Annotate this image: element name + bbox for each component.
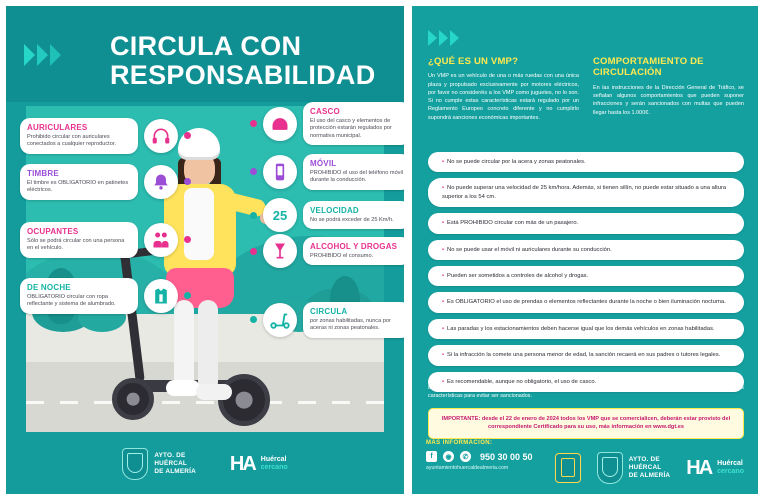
- list-item: [428, 266, 744, 286]
- callout-ocupantes: [20, 222, 191, 258]
- headphones-icon: [144, 119, 178, 153]
- helmet-icon: [263, 107, 297, 141]
- callout-circula: [250, 302, 404, 338]
- rules-list: [428, 152, 744, 392]
- ayto-line3: DE ALMERÍA: [628, 472, 671, 480]
- ayuntamiento-logo: [122, 448, 196, 480]
- ayuntamiento-label: [154, 452, 196, 477]
- callout-text-card: [303, 102, 404, 145]
- brand-line2: cercano: [260, 464, 288, 471]
- instagram-icon[interactable]: ◉: [443, 451, 454, 462]
- brand-monogram: HA: [229, 452, 255, 475]
- callout-body: Prohibido circular con auriculares conectados a cualquier reproductor.: [27, 134, 116, 148]
- chevron-right-icon: [428, 30, 437, 46]
- intro-columns: [428, 56, 744, 122]
- callout-alcohol-drogas: [250, 234, 404, 268]
- list-item: [428, 213, 744, 233]
- list-item-text: No se puede circular por la acera y zonas peatonales.: [447, 159, 586, 165]
- connector-dot: [250, 248, 257, 255]
- right-poster-panel: [412, 6, 758, 494]
- bullet-marker: •: [442, 159, 445, 165]
- mas-informacion-label: MÁS INFORMACIÓN:: [426, 440, 493, 446]
- night-vest-icon: [144, 279, 178, 313]
- brand-line1: Huércal: [717, 459, 743, 467]
- list-item: [428, 178, 744, 207]
- brand-line1: Huércal: [260, 455, 287, 463]
- no-alcohol-icon: [263, 234, 297, 268]
- chevron-right-icon: [37, 44, 48, 66]
- callout-title: CASCO: [310, 107, 340, 116]
- connector-dot: [184, 132, 191, 139]
- ayto-line1: AYTO. DE: [628, 455, 660, 463]
- callout-body: No se podrá exceder de 25 Km/h.: [310, 216, 394, 223]
- poster-title-line1: CIRCULA CON: [110, 31, 302, 61]
- behaviour-heading: [593, 56, 744, 79]
- callout-casco: [250, 102, 404, 145]
- ayto-line1: AYTO. DE: [154, 451, 186, 459]
- phone-icon: ✆: [460, 451, 471, 462]
- connector-dot: [184, 236, 191, 243]
- list-item-text: No puede superar una velocidad de 25 km/hora. Además, si tienen sillín, no puede estar situado a una altura superior a los 54 cm.: [442, 185, 727, 200]
- callout-title: MÓVIL: [310, 159, 337, 168]
- bullet-marker: •: [442, 325, 445, 332]
- bullet-marker: •: [442, 352, 445, 359]
- callout-body: Sólo se podrá circular con una persona en el vehículo.: [27, 238, 125, 252]
- callout-text-card: [20, 222, 138, 258]
- bullet-marker: •: [442, 185, 445, 192]
- poster-title-line2: RESPONSABILIDAD: [110, 60, 376, 91]
- speed-limit-value: 25: [272, 207, 288, 223]
- chevron-right-icon: [439, 30, 448, 46]
- footer-logos: [555, 452, 744, 484]
- phone-number[interactable]: 950 30 00 50: [480, 451, 533, 462]
- vmp-definition-column: [428, 56, 579, 122]
- callout-de-noche: [20, 278, 191, 314]
- chevron-right-icon: [24, 44, 35, 66]
- right-footer: [412, 432, 758, 494]
- callout-timbre: [20, 164, 191, 200]
- callout-title: OCUPANTES: [27, 227, 79, 236]
- bullet-marker: •: [442, 220, 445, 227]
- brand-label: [261, 456, 288, 473]
- behaviour-column: [593, 56, 744, 122]
- brand-monogram: HA: [686, 456, 712, 479]
- website-link[interactable]: ayuntamientohuercaldealmeria.com: [426, 465, 509, 471]
- ayuntamiento-logo: [597, 452, 671, 484]
- callout-title: ALCOHOL Y DROGAS: [310, 241, 398, 251]
- huercal-cercano-logo: [230, 453, 288, 476]
- list-item-text: No se puede usar el móvil ni auriculares durante su conducción.: [447, 246, 612, 253]
- facebook-icon[interactable]: f: [426, 451, 437, 462]
- scooter-icon: [263, 303, 297, 337]
- connector-dot: [184, 178, 191, 185]
- connector-dot: [250, 120, 257, 127]
- bullet-marker: •: [442, 378, 445, 385]
- mobile-phone-icon: [263, 155, 297, 189]
- callout-title: TIMBRE: [27, 169, 59, 178]
- callout-body: El uso del casco y elementos de protección estarán regulados por normativa municipal.: [310, 118, 392, 139]
- huercal-cercano-logo: [686, 457, 744, 480]
- callout-body: OBLIGATORIO circular con ropa reflectante y sistema de alumbrado.: [27, 294, 116, 308]
- list-item-text: Está PROHIBIDO circular con más de un pasajero.: [447, 220, 579, 227]
- bullet-marker: •: [442, 299, 445, 306]
- two-people-icon: [144, 223, 178, 257]
- connector-dot: [250, 212, 257, 219]
- list-item: [428, 152, 744, 172]
- list-item-text: Pueden ser sometidos a controles de alcohol y drogas.: [447, 272, 589, 279]
- callout-title: AURICULARES: [27, 123, 88, 132]
- callout-text-card: [20, 118, 138, 154]
- callout-text-card: [303, 237, 404, 265]
- callout-title: VELOCIDAD: [310, 205, 359, 215]
- left-poster-panel: [6, 6, 404, 494]
- chevron-group: [428, 30, 459, 46]
- callout-body: El timbre es OBLIGATORIO en patinetes eléctricos.: [27, 180, 129, 194]
- brand-label: [717, 460, 744, 477]
- callout-text-card: [303, 154, 404, 190]
- important-notice: IMPORTANTE: desde el 22 de enero de 2024 todos los VMP que se comercialicen, deberán estar provisto del correspondiente Certificado para su uso, más información en www.dgt.es: [428, 408, 744, 439]
- callout-body: PROHIBIDO el uso del teléfono móvil durante la conducción.: [310, 170, 403, 184]
- chevron-right-icon: [450, 30, 459, 46]
- list-item-text: Es recomendable, aunque no obligatorio, el uso de casco.: [447, 378, 597, 385]
- city-crest-icon: [122, 448, 148, 480]
- rider-shoe: [166, 380, 200, 396]
- callout-movil: [250, 154, 404, 190]
- brand-line2: cercano: [717, 468, 744, 475]
- speed-number-icon: [263, 198, 297, 232]
- list-item-text: Es OBLIGATORIO el uso de prendas o elementos reflectantes durante la noche o bien iluminación nocturna.: [447, 299, 726, 306]
- callout-text-card: [20, 164, 138, 200]
- behaviour-heading-line2: CIRCULACIÓN: [593, 67, 662, 79]
- list-item: [428, 292, 744, 312]
- poster-title: [110, 32, 376, 90]
- bullet-marker: •: [442, 246, 445, 253]
- dgt-seal-icon: [555, 453, 581, 483]
- list-item-text: Si la infracción la comete una persona menor de edad, la sanción recaerá en sus padres o tutores legales.: [447, 352, 721, 359]
- callout-body: PROHIBIDO el consumo.: [310, 252, 374, 259]
- ayto-line2: HUÉRCAL: [154, 459, 188, 467]
- vmp-heading: ¿QUÉ ES UN VMP?: [428, 56, 519, 67]
- behaviour-heading-line1: COMPORTAMIENTO DE: [593, 56, 704, 67]
- vmp-paragraph: Un VMP es un vehículo de una o más ruedas con una única plaza y propulsado exclusivamente por motores eléctricos, por favor no consideréis a los VMP como juguetes, no lo son. Si no cumple estas características estará regulado por un Reglamento Europeo concreto diferente y no cumplirlo supondrá sanciones económicas importantes.: [428, 73, 579, 121]
- ayuntamiento-label: [629, 456, 671, 481]
- callout-text-card: [303, 302, 404, 338]
- callout-title: CIRCULA: [310, 307, 348, 316]
- connector-dot: [250, 168, 257, 175]
- ayto-line3: DE ALMERÍA: [154, 468, 196, 476]
- callout-auriculares: [20, 118, 191, 154]
- city-crest-icon: [597, 452, 623, 484]
- chevron-group: [24, 44, 61, 66]
- callout-title: DE NOCHE: [27, 283, 71, 292]
- bullet-marker: •: [442, 272, 445, 279]
- list-item-text: Las paradas y los estacionamientos deben hacerse igual que los demás vehículos en zonas habilitadas.: [447, 325, 715, 332]
- behaviour-paragraph: En las instrucciones de la Dirección General de Tráfico, se señalan algunos comportamientos que pueden suponer infracciones y serán sancionados con multas que pueden llegar hasta los 1.000€.: [593, 84, 744, 116]
- connector-dot: [250, 316, 257, 323]
- list-item: [428, 345, 744, 365]
- bell-icon: [144, 165, 178, 199]
- rider-leg: [198, 300, 218, 392]
- closing-paragraph: Estas instrucciones son obligatorias y deben conocerse antes de adquirir un patinete eléctrico y comprobar que cumplan las características para evitar ser sancionados.: [428, 385, 744, 400]
- connector-dot: [184, 292, 191, 299]
- left-footer: [6, 434, 404, 494]
- list-item: [428, 240, 744, 260]
- ayto-line2: HUÉRCAL: [628, 463, 662, 471]
- callout-text-card: [20, 278, 138, 314]
- callout-body: por zonas habilitadas, nunca por aceras ni zonas peatonales.: [310, 318, 391, 332]
- callout-velocidad: [250, 198, 404, 232]
- list-item: [428, 319, 744, 339]
- chevron-right-icon: [50, 44, 61, 66]
- callout-text-card: [303, 201, 404, 229]
- rider-shoe: [196, 384, 232, 400]
